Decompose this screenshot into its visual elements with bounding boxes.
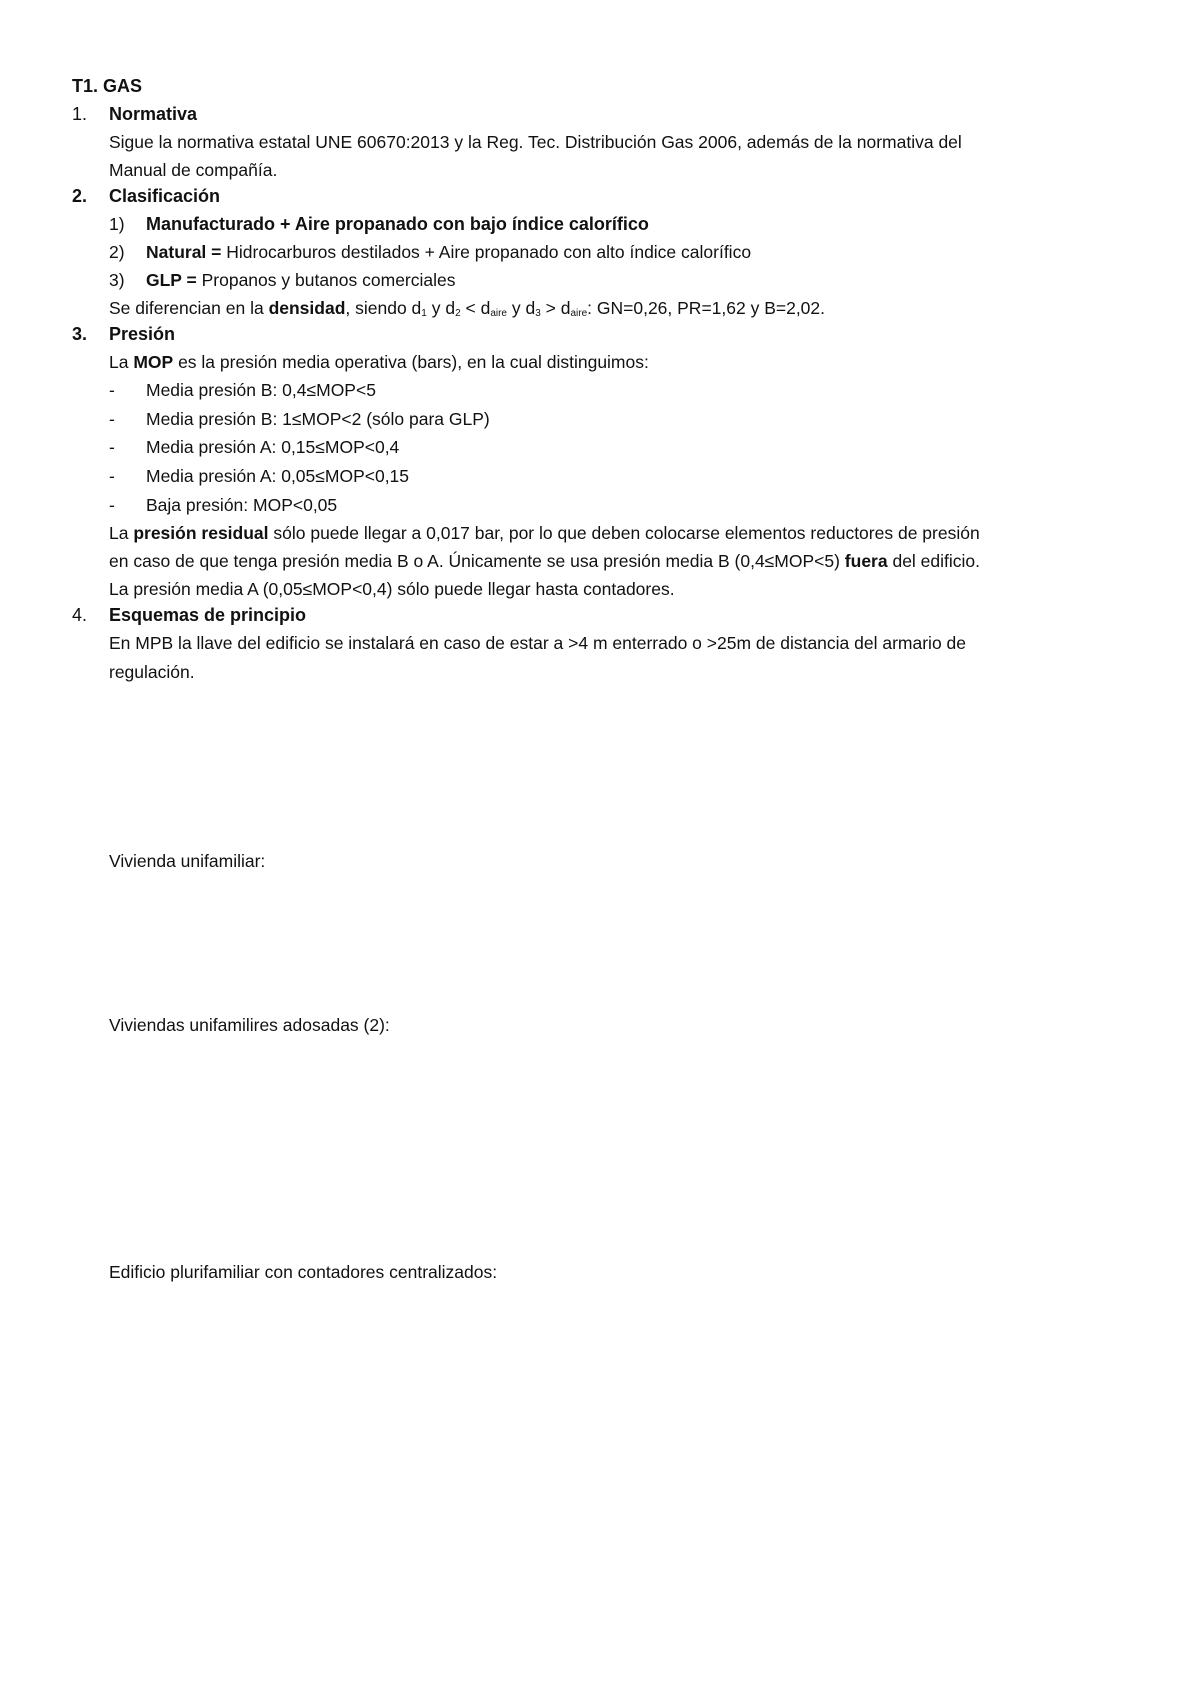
bullet-dash: - (109, 437, 115, 457)
mop-intro (109, 348, 649, 376)
section-4-title: Esquemas de principio (109, 605, 307, 625)
label-edificio-plurifamiliar: Edificio plurifamiliar con contadores centralizados: (109, 1262, 498, 1282)
pressure-bullet-2 (109, 405, 490, 433)
density-post: : GN=0,26, PR=1,62 y B=2,02. (587, 298, 826, 318)
section-4-text-line-1: En MPB la llave del edificio se instalará en caso de estar a >4 m enterrado o >25m de distancia del armario de (109, 633, 967, 653)
pressure-bullet-1 (109, 376, 376, 404)
mop-intro-term: MOP (133, 352, 174, 372)
residual-term: presión residual (133, 523, 269, 543)
classification-item-1-term: Manufacturado + Aire propanado con bajo índice calorífico (146, 214, 649, 234)
section-4-text-line-2: regulación. (109, 662, 195, 682)
classification-item-2-desc: Hidrocarburos destilados + Aire propanado con alto índice calorífico (221, 242, 752, 262)
residual-line-2-term: fuera (844, 551, 888, 571)
section-3-heading (72, 320, 175, 348)
residual-post: sólo puede llegar a 0,017 bar, por lo que deben colocarse elementos reductores de presión (268, 523, 980, 543)
section-2-title: Clasificación (109, 186, 221, 206)
label-viviendas-adosadas: Viviendas unifamilires adosadas (2): (109, 1015, 390, 1035)
pressure-bullet-4 (109, 462, 409, 490)
density-mid-4: y d (507, 298, 536, 318)
classification-item-1 (109, 210, 649, 238)
bullet-dash: - (109, 466, 115, 486)
density-mid-1: , siendo d (345, 298, 422, 318)
bullet-dash: - (109, 495, 115, 515)
density-mid-3: < d (460, 298, 491, 318)
residual-pre: La (109, 523, 134, 543)
density-sub-4: 3 (535, 308, 541, 319)
bullet-dash: - (109, 409, 115, 429)
density-sub-3: aire (490, 308, 507, 319)
pressure-bullet-2-text: Media presión B: 1≤MOP<2 (sólo para GLP) (146, 409, 490, 429)
bullet-dash: - (109, 380, 115, 400)
section-3-number: 3. (72, 324, 88, 344)
density-text (109, 294, 825, 322)
classification-item-3 (109, 266, 456, 294)
mop-intro-post: es la presión media operativa (bars), en la cual distinguimos: (173, 352, 649, 372)
section-2-number: 2. (72, 186, 88, 206)
classification-item-3-term: GLP = (146, 270, 197, 290)
section-1-heading (72, 100, 197, 128)
mop-intro-pre: La (109, 352, 134, 372)
document-title: T1. GAS (72, 76, 143, 96)
density-mid-5: > d (540, 298, 571, 318)
classification-item-2-term: Natural = (146, 242, 222, 262)
density-sub-1: 1 (421, 308, 427, 319)
density-term: densidad (268, 298, 346, 318)
pressure-bullet-3-text: Media presión A: 0,15≤MOP<0,4 (146, 437, 400, 457)
residual-line-2-pre: en caso de que tenga presión media B o A. Únicamente se usa presión media B (0,4≤MOP<5) (109, 551, 845, 571)
density-pre: Se diferencian en la (109, 298, 269, 318)
density-sub-5: aire (570, 308, 588, 319)
section-1-text-line-1: Sigue la normativa estatal UNE 60670:2013 y la Reg. Tec. Distribución Gas 2006, además de la normativa del (109, 132, 962, 152)
section-1-text-line-2: Manual de compañía. (109, 160, 278, 180)
label-vivienda-unifamiliar: Vivienda unifamiliar: (109, 851, 266, 871)
section-1-number: 1. (72, 104, 88, 124)
density-sub-2: 2 (455, 308, 461, 319)
section-4-heading (72, 601, 306, 629)
residual-pressure-line-2 (109, 547, 980, 575)
residual-line-2-post: del edificio. (887, 551, 981, 571)
section-4-number: 4. (72, 605, 88, 625)
classification-item-3-desc: Propanos y butanos comerciales (196, 270, 456, 290)
density-mid-2: y d (426, 298, 456, 318)
residual-pressure-line-1 (109, 519, 980, 547)
pressure-bullet-3 (109, 433, 399, 461)
classification-item-2 (109, 238, 751, 266)
pressure-bullet-1-text: Media presión B: 0,4≤MOP<5 (146, 380, 376, 400)
classification-item-3-number: 3) (109, 270, 125, 290)
pressure-bullet-5 (109, 491, 337, 519)
classification-item-1-number: 1) (109, 214, 125, 234)
section-2-heading (72, 182, 220, 210)
pressure-bullet-4-text: Media presión A: 0,05≤MOP<0,15 (146, 466, 410, 486)
residual-pressure-line-3: La presión media A (0,05≤MOP<0,4) sólo puede llegar hasta contadores. (109, 579, 675, 599)
section-3-title: Presión (109, 324, 176, 344)
classification-item-2-number: 2) (109, 242, 125, 262)
pressure-bullet-5-text: Baja presión: MOP<0,05 (146, 495, 338, 515)
section-1-title: Normativa (109, 104, 198, 124)
